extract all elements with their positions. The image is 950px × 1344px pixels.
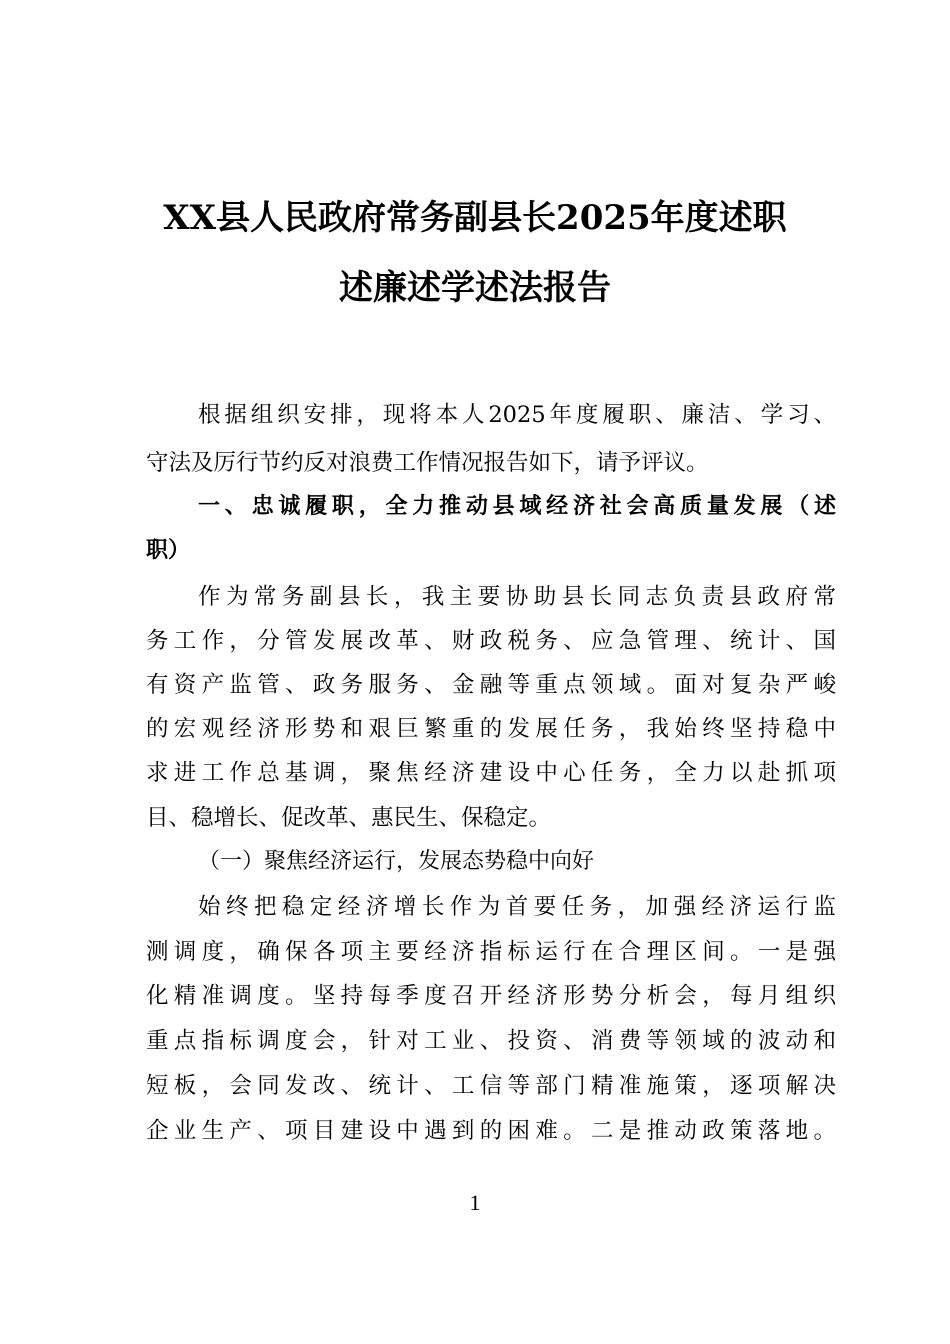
body-paragraph-line: 目、稳增长、促改革、惠民生、保稳定。 [146,805,552,831]
body-paragraph-line: 求进工作总基调，聚焦经济建设中心任务，全力以赴抓项 [146,760,836,786]
page-number: 1 [469,1190,481,1215]
document-title-line-1: XX县人民政府常务副县长2025年度述职 [163,198,787,238]
body-paragraph-line: 化精准调度。坚持每季度召开经济形势分析会，每月组织 [146,983,836,1009]
body-paragraph-line: 企业生产、项目建设中遇到的困难。二是推动政策落地。 [146,1118,836,1144]
body-paragraph-line: 有资产监管、政务服务、金融等重点领域。面对复杂严峻 [146,672,836,698]
body-paragraph-line: 测调度，确保各项主要经济指标运行在合理区间。一是强 [146,939,836,965]
section-heading-line: 职） [146,538,191,563]
body-paragraph-line: 始终把稳定经济增长作为首要任务，加强经济运行监 [198,894,836,920]
subsection-heading: （一）聚焦经济运行，发展态势稳中向好 [198,849,595,874]
body-paragraph-line: 务工作，分管发展改革、财政税务、应急管理、统计、国 [146,628,836,654]
body-paragraph-line: 的宏观经济形势和艰巨繁重的发展任务，我始终坚持稳中 [146,716,836,742]
body-paragraph-line: 作为常务副县长，我主要协助县长同志负责县政府常 [198,584,836,610]
body-paragraph-line: 重点指标调度会，针对工业、投资、消费等领域的波动和 [146,1028,836,1054]
intro-paragraph-line: 守法及厉行节约反对浪费工作情况报告如下，请予评议。 [146,450,709,476]
intro-paragraph-line: 根据组织安排，现将本人2025年度履职、廉洁、学习、 [198,402,836,428]
section-heading-line: 一、忠诚履职，全力推动县域经济社会高质量发展（述 [198,494,836,519]
document-title-line-2: 述廉述学述法报告 [339,268,611,308]
body-paragraph-line: 短板，会同发改、统计、工信等部门精准施策，逐项解决 [146,1073,836,1099]
